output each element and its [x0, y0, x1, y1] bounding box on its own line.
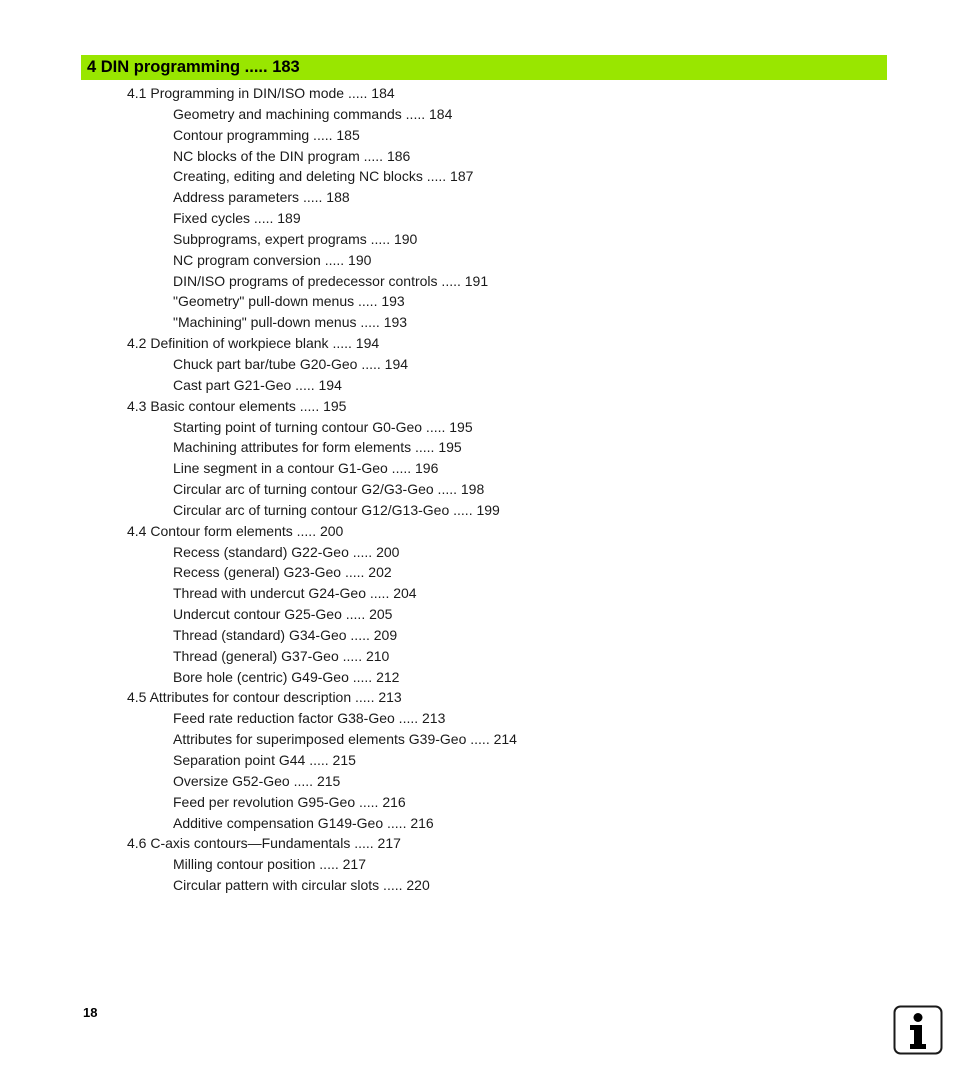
table-of-contents — [0, 83, 954, 896]
toc-subsection-link[interactable]: Circular arc of turning contour G2/G3-Geo ..... 198 — [173, 481, 485, 498]
toc-subsection-link[interactable]: Undercut contour G25-Geo ..... 205 — [173, 606, 393, 623]
toc-subsection-link[interactable]: Creating, editing and deleting NC blocks ..... 187 — [173, 168, 474, 185]
toc-subsection-link[interactable]: Attributes for superimposed elements G39-Geo ..... 214 — [173, 731, 517, 748]
toc-section-link[interactable]: 4.6 C-axis contours—Fundamentals ..... 217 — [127, 835, 401, 852]
toc-section-link[interactable]: 4.5 Attributes for contour description ..... 213 — [127, 689, 402, 706]
toc-subsection-link[interactable]: Thread (general) G37-Geo ..... 210 — [173, 647, 390, 664]
toc-subsection-link[interactable]: "Machining" pull-down menus ..... 193 — [173, 314, 408, 331]
toc-subsection-link[interactable]: Oversize G52-Geo ..... 215 — [173, 772, 341, 789]
info-icon — [893, 1005, 943, 1055]
toc-subsection-link[interactable]: NC program conversion ..... 190 — [173, 251, 372, 268]
chapter-heading[interactable]: 4 DIN programming ..... 183 — [81, 55, 887, 80]
toc-subsection-link[interactable]: Contour programming ..... 185 — [173, 126, 360, 143]
toc-subsection-link[interactable]: Starting point of turning contour G0-Geo ..... 195 — [173, 418, 473, 435]
toc-section-link[interactable]: 4.3 Basic contour elements ..... 195 — [127, 397, 347, 414]
toc-subsection-link[interactable]: Recess (standard) G22-Geo ..... 200 — [173, 543, 400, 560]
toc-subsection-link[interactable]: Bore hole (centric) G49-Geo ..... 212 — [173, 668, 400, 685]
toc-subsection-link[interactable]: Milling contour position ..... 217 — [173, 856, 366, 873]
toc-section-link[interactable]: 4.4 Contour form elements ..... 200 — [127, 522, 344, 539]
toc-subsection-link[interactable]: Circular arc of turning contour G12/G13-Geo ..... 199 — [173, 501, 500, 518]
toc-subsection-link[interactable]: Recess (general) G23-Geo ..... 202 — [173, 564, 392, 581]
toc-section-link[interactable]: 4.2 Definition of workpiece blank ..... 194 — [127, 335, 380, 352]
toc-subsection-link[interactable]: Geometry and machining commands ..... 184 — [173, 105, 453, 122]
toc-subsection-link[interactable]: Circular pattern with circular slots ..... 220 — [173, 877, 430, 894]
toc-subsection-link[interactable]: Feed per revolution G95-Geo ..... 216 — [173, 793, 406, 810]
toc-subsection-link[interactable]: "Geometry" pull-down menus ..... 193 — [173, 293, 405, 310]
toc-subsection-link[interactable]: NC blocks of the DIN program ..... 186 — [173, 147, 411, 164]
toc-subsection-link[interactable]: Chuck part bar/tube G20-Geo ..... 194 — [173, 355, 409, 372]
toc-subsection-link[interactable]: Fixed cycles ..... 189 — [173, 210, 301, 227]
toc-subsection-link[interactable]: Separation point G44 ..... 215 — [173, 752, 356, 768]
toc-subsection-link[interactable]: Line segment in a contour G1-Geo ..... 196 — [173, 460, 439, 477]
toc-subsection-link[interactable]: Thread (standard) G34-Geo ..... 209 — [173, 626, 398, 643]
toc-subsection-link[interactable]: Machining attributes for form elements ..... 195 — [173, 439, 462, 456]
toc-section-link[interactable]: 4.1 Programming in DIN/ISO mode ..... 184 — [127, 85, 395, 101]
toc-subsection-link[interactable]: Thread with undercut G24-Geo ..... 204 — [173, 585, 417, 602]
toc-subsection-link[interactable]: Feed rate reduction factor G38-Geo ..... 213 — [173, 710, 446, 727]
page-number: 18 — [83, 1005, 98, 1020]
toc-subsection-link[interactable]: DIN/ISO programs of predecessor controls ..... 191 — [173, 272, 489, 289]
toc-subsection-link[interactable]: Subprograms, expert programs ..... 190 — [173, 230, 418, 247]
toc-subsection-link[interactable]: Address parameters ..... 188 — [173, 189, 350, 206]
toc-subsection-link[interactable]: Cast part G21-Geo ..... 194 — [173, 376, 342, 393]
toc-subsection-link[interactable]: Additive compensation G149-Geo ..... 216 — [173, 814, 434, 831]
